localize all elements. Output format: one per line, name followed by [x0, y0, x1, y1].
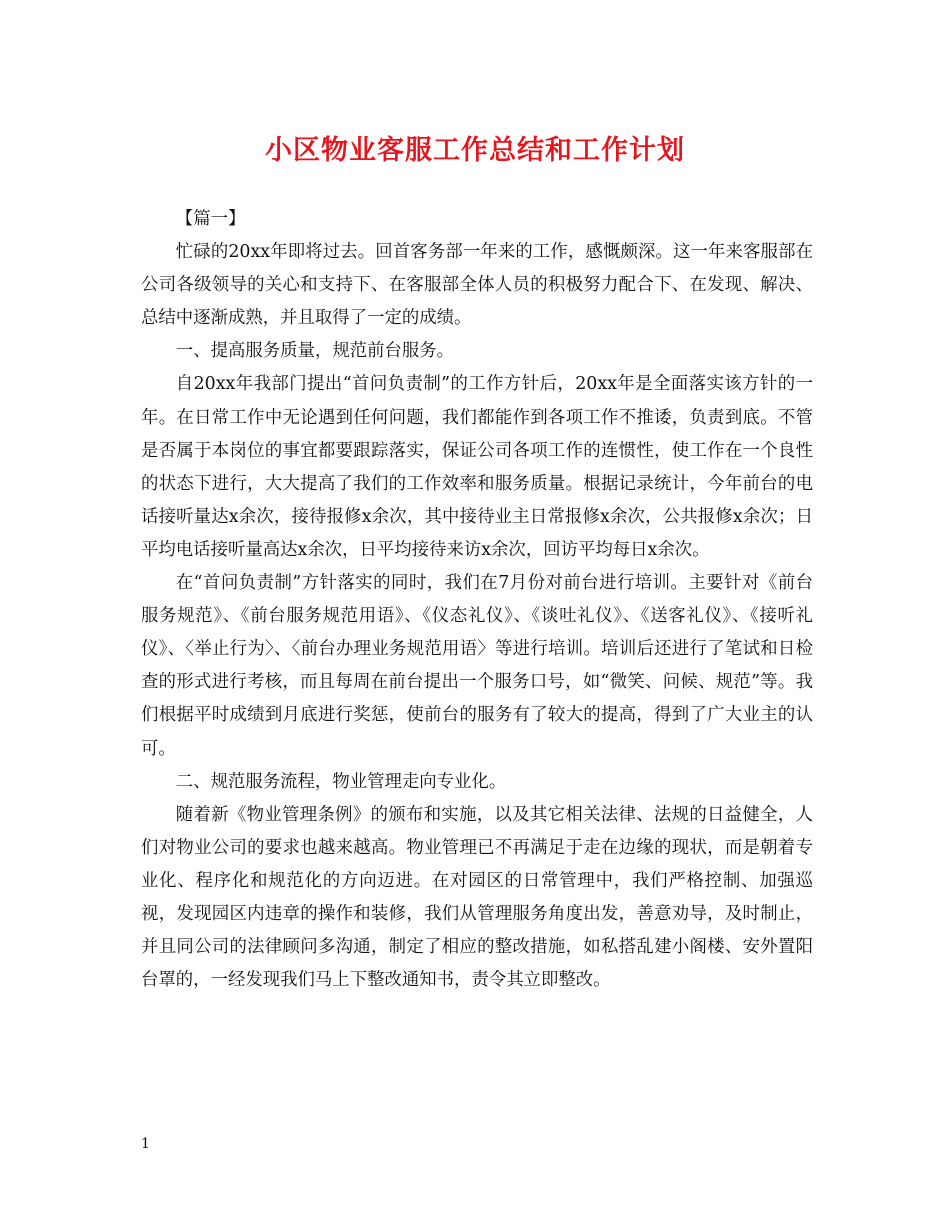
section-heading-2: 二、规范服务流程，物业管理走向专业化。	[175, 771, 507, 792]
paragraph-training: 在“首问负责制”方针落实的同时，我们在7月份对前台进行培训。主要针对《前台服务规范》、《前台服务规范用语》、《仪态礼仪》、《谈吐礼仪》、《送客礼仪》、《接听礼仪》、〈举止行为〉、〈前台办理业务规范用语〉等进行培训。培训后还进行了笔试和日检查的形式进行考核，而且每周在前台提出一个服务口号，如“微笑、问候、规范”等。我们根据平时成绩到月底进行奖惩，使前台的服务有了较大的提高，得到了广大业主的认可。	[141, 573, 813, 759]
paragraph-regulation: 随着新《物业管理条例》的颁布和实施，以及其它相关法律、法规的日益健全，人们对物业公司的要求也越来越高。物业管理已不再满足于走在边缘的现状，而是朝着专业化、程序化和规范化的方向迈进。在对园区的日常管理中，我们严格控制、加强巡视，发现园区内违章的操作和装修，我们从管理服务角度出发，善意劝导，及时制止，并且同公司的法律顾问多沟通，制定了相应的整改措施，如私搭乱建小阁楼、安外置阳台罩的，一经发现我们马上下整改通知书，责令其立即整改。	[141, 804, 813, 991]
paragraph-first-responsibility: 自20xx年我部门提出“首问负责制”的工作方针后，20xx年是全面落实该方针的一年。在日常工作中无论遇到任何问题，我们都能作到各项工作不推诿，负责到底。不管是否属于本岗位的事宜都要跟踪落实，保证公司各项工作的连惯性，使工作在一个良性的状态下进行，大大提高了我们的工作效率和服务质量。根据记录统计，今年前台的电话接听量达x余次，接待报修x余次，其中接待业主日常报修x余次，公共报修x余次；日平均电话接听量高达x余次，日平均接待来访x余次，回访平均每日x余次。	[141, 374, 813, 560]
paragraph-intro: 忙碌的20xx年即将过去。回首客务部一年来的工作，感慨颇深。这一年来客服部在公司各级领导的关心和支持下、在客服部全体人员的积极努力配合下、在发现、解决、总结中逐渐成熟，并且取得了一定的成绩。	[141, 242, 813, 329]
section-heading-1: 一、提高服务质量，规范前台服务。	[175, 341, 455, 362]
document-body	[141, 203, 813, 997]
document-title: 小区物业客服工作总结和工作计划	[265, 135, 685, 166]
section-heading-part-one: 【篇一】	[175, 209, 246, 229]
page-number: 1	[141, 1136, 150, 1152]
